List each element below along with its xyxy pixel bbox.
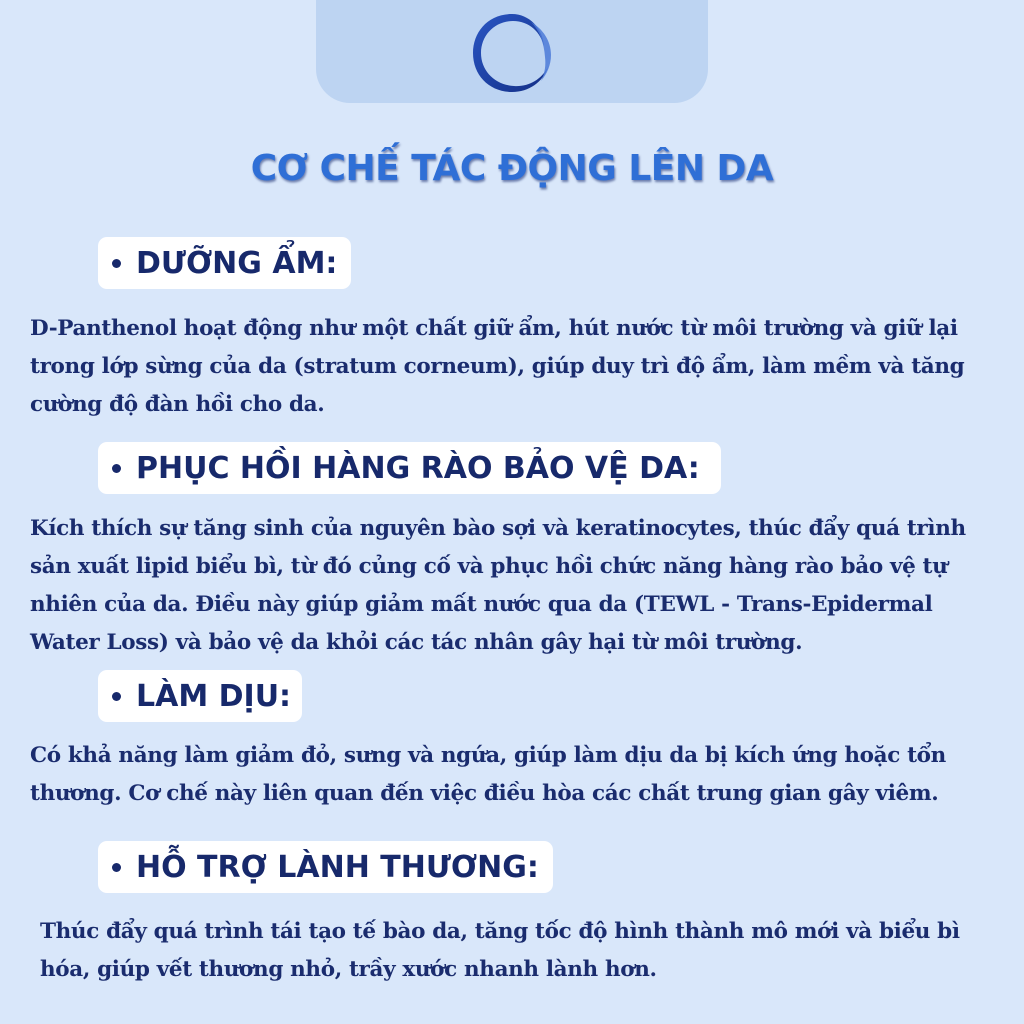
body-line: Water Loss) và bảo vệ da khỏi các tác nhân gây hại từ môi trường.: [30, 630, 803, 655]
section-heading-label: LÀM DỊU:: [136, 678, 292, 714]
body-line: sản xuất lipid biểu bì, từ đó củng cố và phục hồi chức năng hàng rào bảo vệ tự: [30, 554, 948, 579]
bullet-icon: [112, 259, 121, 268]
crescent-ring-logo-icon: [469, 10, 555, 96]
section-heading-label: PHỤC HỒI HÀNG RÀO BẢO VỆ DA:: [136, 450, 700, 486]
body-line: D-Panthenol hoạt động như một chất giữ ẩm, hút nước từ môi trường và giữ lại: [30, 316, 958, 341]
section-body-ho-tro: [40, 913, 960, 989]
body-line: thương. Cơ chế này liên quan đến việc điều hòa các chất trung gian gây viêm.: [30, 781, 939, 806]
bullet-icon: [112, 692, 121, 701]
section-heading-lam-diu: [98, 670, 302, 722]
section-heading-label: HỖ TRỢ LÀNH THƯƠNG:: [136, 849, 539, 885]
body-line: Kích thích sự tăng sinh của nguyên bào sợi và keratinocytes, thúc đẩy quá trình: [30, 516, 966, 541]
body-line: cường độ đàn hồi cho da.: [30, 392, 325, 417]
section-heading-duong-am: [98, 237, 351, 289]
section-body-duong-am: [30, 310, 964, 424]
section-heading-label: DƯỠNG ẨM:: [136, 245, 338, 281]
section-heading-phuc-hoi: [98, 442, 721, 494]
body-line: Có khả năng làm giảm đỏ, sưng và ngứa, giúp làm dịu da bị kích ứng hoặc tổn: [30, 743, 946, 768]
section-body-lam-diu: [30, 737, 946, 813]
section-heading-ho-tro: [98, 841, 553, 893]
body-line: hóa, giúp vết thương nhỏ, trầy xước nhanh lành hơn.: [40, 957, 657, 982]
section-body-phuc-hoi: [30, 510, 966, 662]
body-line: nhiên của da. Điều này giúp giảm mất nước qua da (TEWL - Trans-Epidermal: [30, 592, 933, 617]
body-line: trong lớp sừng của da (stratum corneum), giúp duy trì độ ẩm, làm mềm và tăng: [30, 354, 965, 379]
bullet-icon: [112, 464, 121, 473]
body-line: Thúc đẩy quá trình tái tạo tế bào da, tăng tốc độ hình thành mô mới và biểu bì: [40, 919, 960, 944]
bullet-icon: [112, 863, 121, 872]
page-title: CƠ CHẾ TÁC ĐỘNG LÊN DA: [250, 148, 774, 189]
